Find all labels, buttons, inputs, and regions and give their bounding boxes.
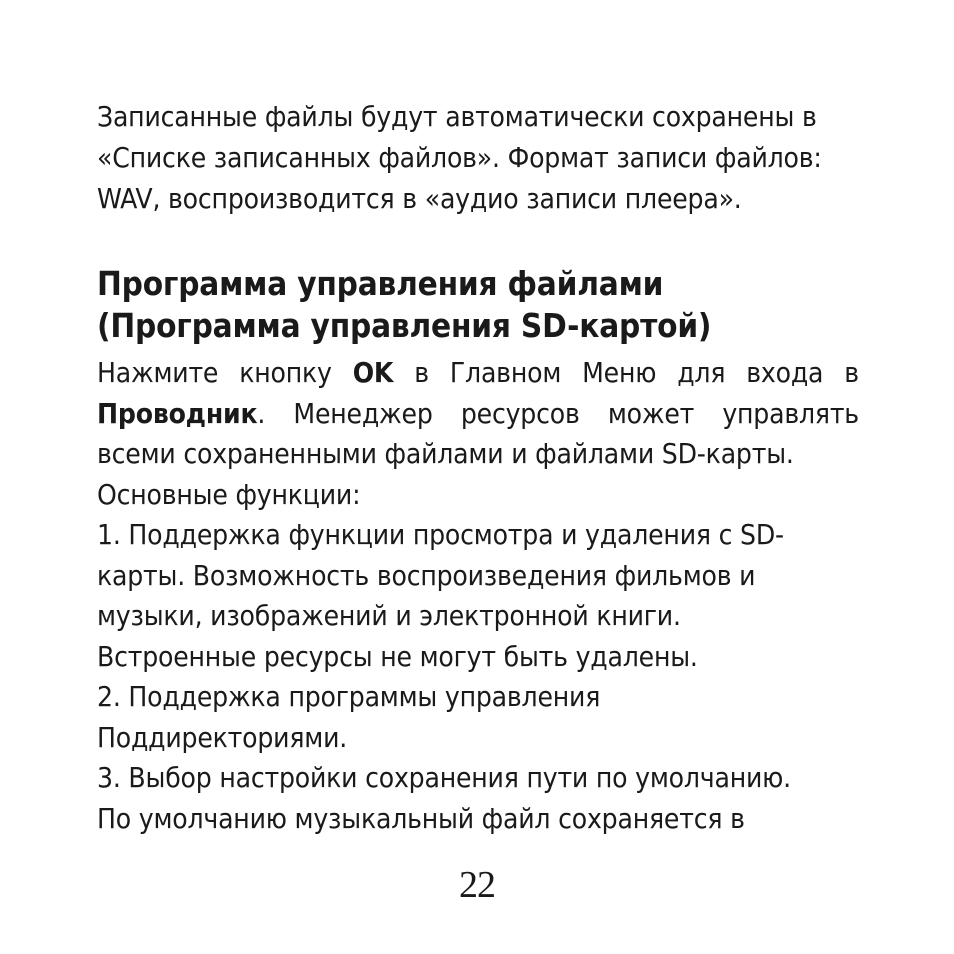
intro-line: WAV, воспроизводится в «аудио записи плеера». [97,182,742,215]
word: кнопку [239,356,332,389]
word: в [844,356,859,389]
section-heading-line: (Программа управления SD-картой) [97,306,712,345]
word: управлять [722,396,859,430]
list-item-line: 2. Поддержка программы управления [97,680,601,713]
body-line: Основные функции: [97,477,361,511]
word: может [607,396,695,430]
body-line [97,353,859,394]
body-line [97,394,859,435]
word: Менеджер [293,396,433,430]
word: Проводник. [97,394,265,435]
word: в [414,356,429,389]
list-item-line: Поддиректориями. [97,720,348,754]
word-bold: Проводник [97,396,258,430]
list-item-line: карты. Возможность воспроизведения фильмов и [97,558,756,592]
page-content [97,96,859,839]
list-item-line: музыки, изображений и электронной книги. [97,599,681,632]
intro-line: «Списке записанных файлов». Формат записи файлов: [97,141,822,174]
body-line: всеми сохраненными файлами и файлами SD-карты. [97,437,794,470]
word: входа [746,356,824,389]
word: ресурсов [460,396,580,430]
word: Главном [449,356,562,389]
intro-paragraph [97,96,859,219]
list-item-line: 3. Выбор настройки сохранения пути по умолчанию. [97,761,791,794]
section-heading-line: Программа управления файлами [97,264,664,303]
section-heading [97,263,859,347]
list-item-line: 1. Поддержка функции просмотра и удаления с SD- [97,518,784,551]
word: Нажмите [97,356,219,389]
page-number: 22 [459,864,495,906]
word: Меню [582,356,657,389]
intro-line: Записанные файлы будут автоматически сохранены в [97,100,817,133]
word: для [677,356,726,389]
word: OK [352,356,394,389]
section-body [97,353,859,839]
list-item-line: По умолчанию музыкальный файл сохраняется в [97,801,745,835]
list-item-line: Встроенные ресурсы не могут быть удалены. [97,639,698,673]
